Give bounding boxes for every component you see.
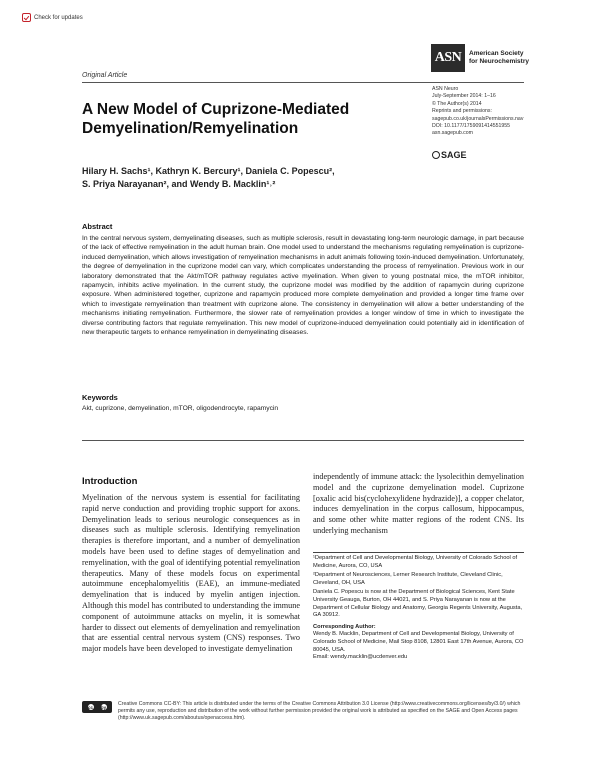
intro-left-column: Myelination of the nervous system is essential for facilitating rapid nerve conduction and providing trophic support for axons. Demyelination leads to serious neurologic consequences as in diseases such as multiple sclerosis. Identifying remyelination therapies is therefore important, and a number of demyelination models have been used to define stages of demyelination and remyelination, with the goal of identifying potential remyelination therapeutics. Many of these models focus on experimental autoimmune encephalomyelitis (EAE), an immune-mediated demyelination that is induced by myelin antigen injection. Although this model has contributed to understanding the immune component of autoimmune attacks on myelin, it is somewhat harder to dissect out elements of demyelination and remyelination that are essential central nervous system (CNS) responses. Two major models have been developed to investigate demyelination [82,493,300,654]
footnote-rule [313,552,524,553]
keywords-heading: Keywords [82,393,118,402]
publisher-name: SAGE [441,150,467,160]
affiliation-1: ¹Department of Cell and Developmental Biology, University of Colorado School of Medicine, Aurora, CO, USA [313,555,518,569]
license-block [82,701,524,722]
corresponding-author-address: Wendy B. Macklin, Department of Cell and Developmental Biology, University of Colorado School of Medicine, Mail Stop 8108, 12801 East 17th Avenue, Aurora, CO 80045, USA. [313,631,524,653]
abstract-text: In the central nervous system, demyelinating diseases, such as multiple sclerosis, result in devastating long-term neurologic damage, in part because of the lack of effective remyelination in the adult human brain. One model used to understand the mechanisms regulating remyelination is cuprizone-induced demyelination, which allows investigation of remyelination mechanisms in adult animals following toxin-induced demyelination. Unfortunately, the degree of demyelination in the cuprizone model can vary, which complicates understanding the process of remyelination. Previous work in our laboratory demonstrated that the Akt/mTOR pathway regulates active myelination. When given to young postnatal mice, the mTOR inhibitor, rapamycin, inhibits active myelination. In the current study, the cuprizone model was modified by the addition of rapamycin during cuprizone exposure. When administered together, cuprizone and rapamycin produced more complete demyelination and provided a longer time frame over which to investigate remyelination than treatment with cuprizone alone. The consistency in demyelination will allow a better understanding of the mechanisms initiating remyelination. Furthermore, the slower rate of remyelination provides a longer window of time in which to investigate the diverse contributing factors that regulate remyelination. This new model of cuprizone-induced demyelination could potentially aid in identification of new therapeutic targets to enhance remyelination in demyelinating diseases. [82,235,524,337]
check-for-updates-badge[interactable] [22,13,83,22]
journal-issue: July-September 2014: 1–16 [432,93,496,100]
article-title: A New Model of Cuprizone-Mediated Demyelination/Remyelination [82,101,350,137]
author-line-1: Hilary H. Sachs¹, Kathryn K. Bercury¹, Daniela C. Popescu², [82,166,335,176]
affiliation-2: ²Department of Neurosciences, Lerner Research Institute, Cleveland Clinic, Cleveland, OH, USA [313,572,503,586]
header-rule [82,82,524,83]
check-updates-icon [22,13,31,22]
cc-by-badge[interactable] [82,701,112,713]
author-line-2: S. Priya Narayanan², and Wendy B. Macklin¹˒² [82,179,276,189]
doi[interactable]: DOI: 10.1177/1759091414551955 [432,123,511,130]
abstract-bottom-rule [82,440,524,441]
society-name [469,50,529,66]
society-name-line1: American Society [469,50,524,57]
present-address: Daniela C. Popescu is now at the Department of Biological Sciences, Kent State University Geauga, Burton, OH 44021, and S. Priya Narayanan is now at the Department of Cellular Biology and Anatomy, Georgia Regents University, Augusta, GA 30912. [313,589,523,619]
reprints-label: Reprints and permissions: [432,108,492,115]
publisher-logo [432,150,467,160]
check-updates-label: Check for updates [34,14,83,21]
journal-logo [431,44,529,72]
article-type: Original Article [82,72,128,79]
reprints-link[interactable]: sagepub.co.uk/journalsPermissions.nav [432,115,524,122]
journal-site-link[interactable]: asn.sagepub.com [432,130,473,137]
cc-icon: cc [87,704,93,710]
keywords-text: Akt, cuprizone, demyelination, mTOR, oligodendrocyte, rapamycin [82,405,279,412]
introduction-heading: Introduction [82,476,138,487]
journal-name: ASN Neuro [432,86,459,92]
corresponding-author-email[interactable]: Email: wendy.macklin@ucdenver.edu [313,654,408,661]
journal-copyright: © The Author(s) 2014 [432,100,482,107]
author-list [82,165,402,191]
footnotes [313,552,524,664]
asn-logo-mark: ASN [431,44,465,72]
society-name-line2: for Neurochemistry [469,58,529,65]
journal-meta [432,86,542,138]
sage-circle-icon [432,151,440,159]
by-icon: by [100,704,107,710]
intro-right-column: independently of immune attack: the lysolecithin demyelination model and the cuprizone demyelination model. Cuprizone [oxalic acid bis(cyclohexylidene hydrazide)], a copper chelator, induces demyelination in the corpus callosum, hippocampus, and some other white matter regions of the rodent CNS. Its underlying mechanism [313,472,524,535]
license-text: Creative Commons CC-BY: This article is distributed under the terms of the Creative Commons Attribution 3.0 License (http://www.creativecommons.org/licenses/by/3.0/) which permits any use, reproduction and distribution of the work without further permission provided the original work is attributed as specified on the SAGE and Open Access pages (http://www.uk.sagepub.com/aboutus/openaccess.htm). [118,701,521,721]
corresponding-author-heading: Corresponding Author: [313,623,376,630]
abstract-heading: Abstract [82,222,113,231]
